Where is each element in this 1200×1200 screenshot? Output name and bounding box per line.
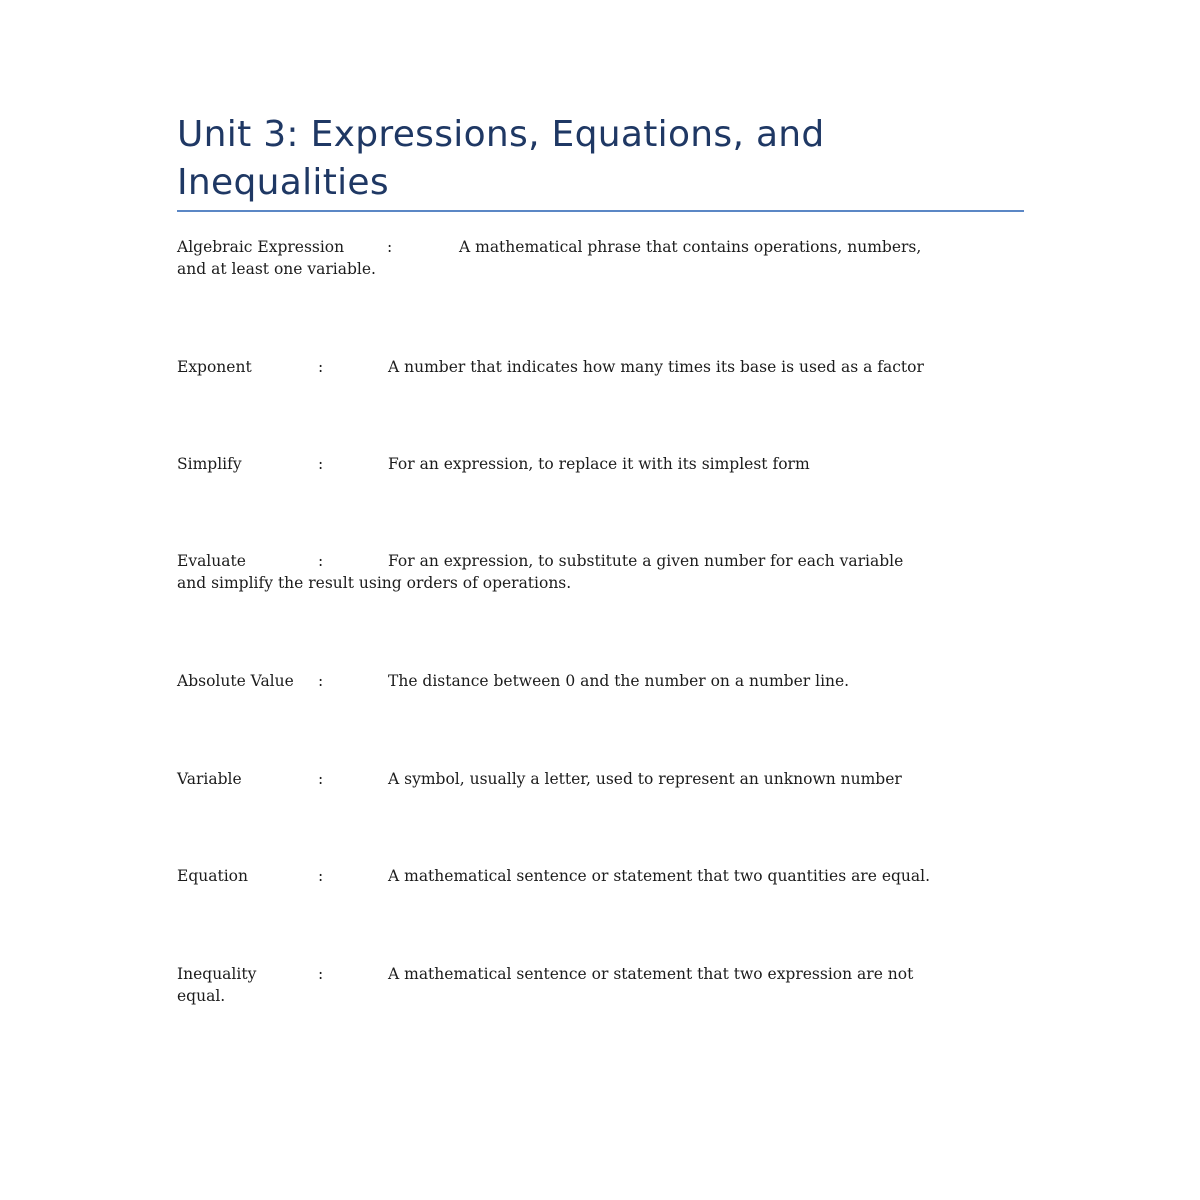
glossary-definition: For an expression, to substitute a given number for each variable xyxy=(388,552,904,570)
glossary-definition-continued: and simplify the result using orders of operations. xyxy=(177,574,572,592)
glossary-definition-continued: and at least one variable. xyxy=(177,260,376,278)
glossary-separator: : xyxy=(318,770,324,788)
glossary-separator: : xyxy=(318,965,324,983)
glossary-separator: : xyxy=(318,552,324,570)
glossary-term: Variable xyxy=(177,770,242,788)
glossary-term: Inequality xyxy=(177,965,257,983)
glossary-definition-continued: equal. xyxy=(177,987,226,1005)
glossary-term: Evaluate xyxy=(177,552,246,570)
glossary-definition: A mathematical sentence or statement that two quantities are equal. xyxy=(388,867,931,885)
glossary-definition: A symbol, usually a letter, used to represent an unknown number xyxy=(388,770,902,788)
title-underline xyxy=(177,210,1024,212)
glossary-term: Equation xyxy=(177,867,248,885)
glossary-term: Exponent xyxy=(177,358,252,376)
glossary-separator: : xyxy=(318,358,324,376)
glossary-definition: A number that indicates how many times its base is used as a factor xyxy=(388,358,924,376)
glossary-term: Absolute Value xyxy=(177,672,294,690)
glossary-separator: : xyxy=(318,867,324,885)
glossary-definition: For an expression, to replace it with its simplest form xyxy=(388,455,810,473)
glossary-separator: : xyxy=(318,672,324,690)
glossary-separator: : xyxy=(318,455,324,473)
glossary-definition: The distance between 0 and the number on a number line. xyxy=(388,672,850,690)
glossary-term: Simplify xyxy=(177,455,242,473)
glossary-definition: A mathematical phrase that contains operations, numbers, xyxy=(459,238,922,256)
page-title: Unit 3: Expressions, Equations, and Inequalities xyxy=(177,114,825,203)
glossary-definition: A mathematical sentence or statement that two expression are not xyxy=(388,965,914,983)
glossary-term: Algebraic Expression xyxy=(177,238,345,256)
glossary-separator: : xyxy=(387,238,393,256)
